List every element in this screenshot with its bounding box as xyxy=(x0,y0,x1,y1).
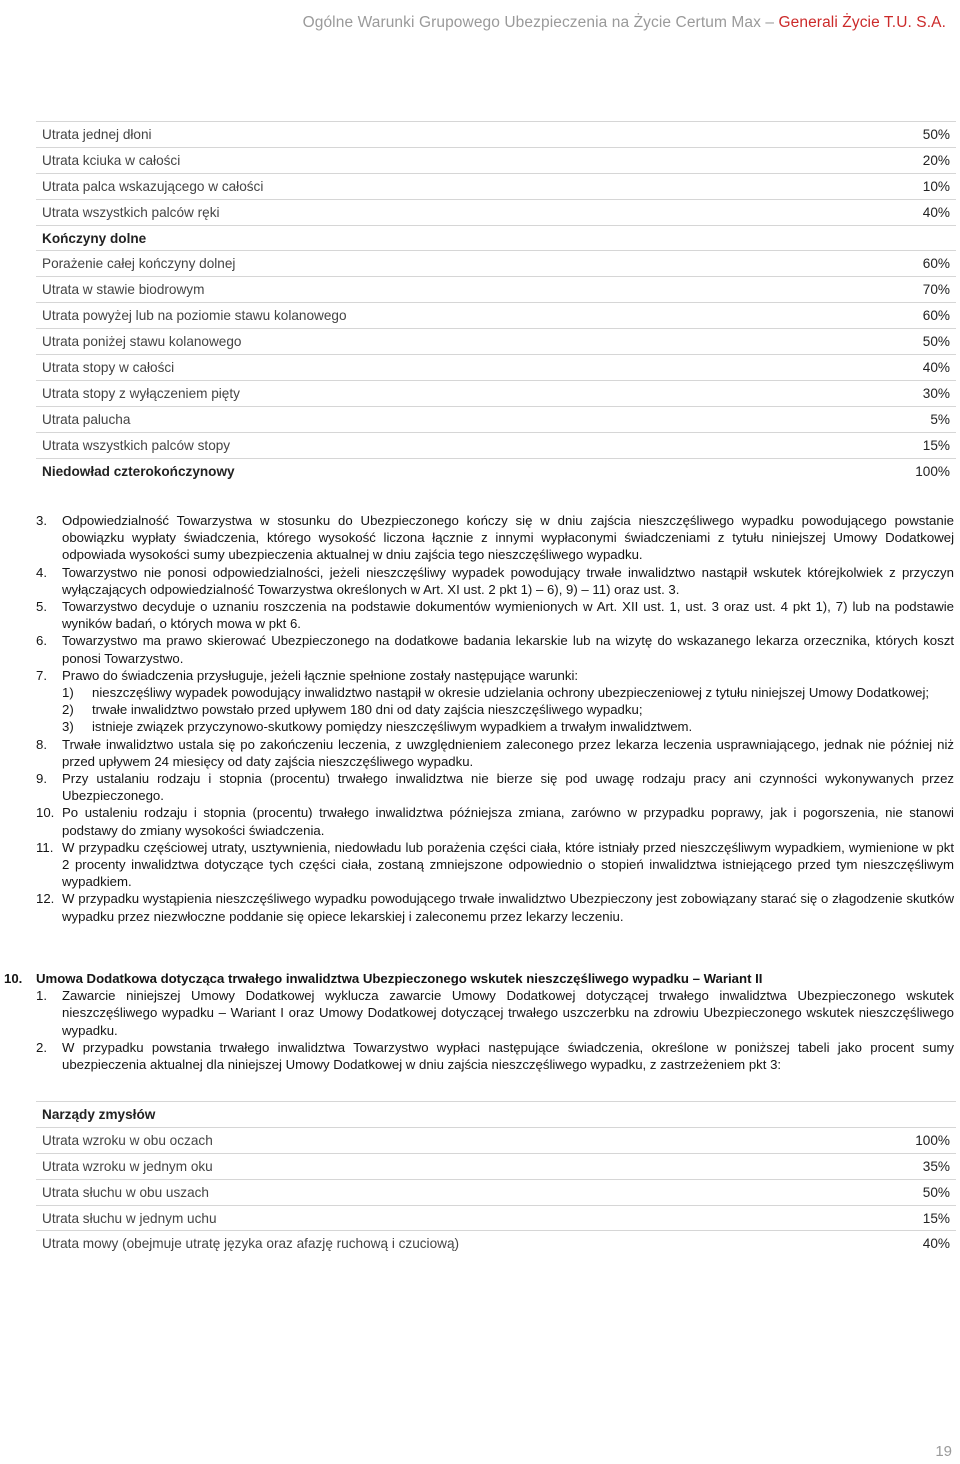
row-label: Utrata powyżej lub na poziomie stawu kolanowego xyxy=(42,308,347,324)
item-text: Towarzystwo ma prawo skierować Ubezpieczonego na dodatkowe badania lekarskie lub na wizytę do wskazanego lekarza orzecznika, których koszt ponosi Towarzystwo. xyxy=(62,633,954,666)
list-item xyxy=(36,1039,954,1073)
item-text: W przypadku wystąpienia nieszczęśliwego wypadku powodującego trwałe inwalidztwo Ubezpieczony jest zobowiązany starać się o złagodzenie skutków wypadku przez niezwłoczne poddanie się opiece lekarskiej i zaleconemu przez lekarzy leczeniu. xyxy=(62,891,954,924)
row-value: 100% xyxy=(915,463,950,479)
item-number: 2. xyxy=(36,1039,47,1055)
sub-item-number: 3) xyxy=(62,719,74,735)
list-item xyxy=(36,632,954,666)
item-number: 1. xyxy=(36,988,47,1004)
row-value: 35% xyxy=(922,1158,950,1174)
row-label: Utrata w stawie biodrowym xyxy=(42,282,205,298)
table-row xyxy=(36,1179,956,1205)
sub-item-text: trwałe inwalidztwo powstało przed upływem 180 dni od daty zajścia nieszczęśliwego wypadku; xyxy=(92,702,643,718)
row-label: Utrata słuchu w jednym uchu xyxy=(42,1210,217,1226)
row-label: Porażenie całej kończyny dolnej xyxy=(42,256,236,272)
row-label: Utrata mowy (obejmuje utratę języka oraz afazję ruchową i czuciową) xyxy=(42,1236,460,1252)
item-text: Towarzystwo nie ponosi odpowiedzialności, jeżeli nieszczęśliwy wypadek powodujący trwałe inwalidztwo nastąpił wskutek którejkolwiek z przyczyn wyłączających odpowiedzialność Towarzystwa określonych w Art. XI ust. 2 pkt 1) – 6), 9) – 11) oraz ust. 3. xyxy=(62,564,954,597)
row-value: 50% xyxy=(922,334,950,350)
row-label: Utrata kciuka w całości xyxy=(42,152,181,168)
table-row xyxy=(36,276,956,302)
sub-item-number: 2) xyxy=(62,702,74,718)
item-number: 3. xyxy=(36,513,47,528)
item-text: Zawarcie niniejszej Umowy Dodatkowej wyklucza zawarcie Umowy Dodatkowej dotyczącej trwałego inwalidztwa Ubezpieczonego wskutek nieszczęśliwego wypadku – Wariant I oraz Umowy Dodatkowej dotyczącej trwałego uszczerbku na zdrowiu Ubezpieczonego wskutek nieszczęśliwego wypadku. xyxy=(62,988,954,1038)
row-value: 50% xyxy=(922,1184,950,1200)
row-label: Utrata stopy w całości xyxy=(42,359,175,375)
table-row xyxy=(36,250,956,276)
item-number: 5. xyxy=(36,599,47,615)
row-value: 10% xyxy=(922,178,950,194)
table-row xyxy=(36,1101,956,1127)
header-title-text: Ogólne Warunki Grupowego Ubezpieczenia na Życie Certum Max – xyxy=(302,14,779,31)
item-number: 9. xyxy=(36,771,47,787)
section-number: 10. xyxy=(4,971,23,986)
list-item xyxy=(36,512,954,564)
item-number: 8. xyxy=(36,736,47,752)
sub-item-number: 1) xyxy=(62,685,74,701)
row-label: Utrata wszystkich palców stopy xyxy=(42,437,231,453)
item-text: Po ustaleniu rodzaju i stopnia (procentu) trwałego inwalidztwa późniejsza zmiana, zarówno w przypadku poprawy, jak i pogorszenia, nie stanowi podstawy do zmiany wysokości świadczenia. xyxy=(62,805,954,838)
list-item xyxy=(36,987,954,1039)
row-label: Utrata słuchu w obu uszach xyxy=(42,1184,209,1200)
row-label: Utrata palucha xyxy=(42,411,131,427)
list-item xyxy=(36,770,954,804)
item-text: Prawo do świadczenia przysługuje, jeżeli łącznie spełnione zostały następujące warunki: xyxy=(62,667,579,683)
row-label: Kończyny dolne xyxy=(42,230,147,246)
table-row xyxy=(36,121,956,147)
row-label: Utrata poniżej stawu kolanowego xyxy=(42,334,242,350)
item-text: Przy ustalaniu rodzaju i stopnia (procentu) trwałego inwalidztwa nie bierze się pod uwagę rodzaju pracy ani czynności wykonywanych przez Ubezpieczonego. xyxy=(62,771,954,804)
table-row xyxy=(36,147,956,173)
row-label: Narządy zmysłów xyxy=(42,1106,156,1122)
row-label: Utrata wzroku w obu oczach xyxy=(42,1132,213,1148)
row-value: 30% xyxy=(922,385,950,401)
item-text: Towarzystwo decyduje o uznaniu roszczenia na podstawie dokumentów wymienionych w Art. XII ust. 1, ust. 3 oraz ust. 4 pkt 1), 7) lub na podstawie wyników badań, o których mowa w pkt 6. xyxy=(62,599,954,632)
list-item xyxy=(36,804,954,838)
table-row xyxy=(36,199,956,225)
sub-item xyxy=(62,684,954,701)
row-label: Utrata jednej dłoni xyxy=(42,126,152,142)
table-row xyxy=(36,173,956,199)
table-row xyxy=(36,380,956,406)
sub-item xyxy=(62,718,954,735)
table-row xyxy=(36,328,956,354)
item-number: 7. xyxy=(36,667,47,683)
item-number: 4. xyxy=(36,564,47,580)
list-item xyxy=(36,667,954,684)
list-item xyxy=(36,839,954,891)
row-value: 40% xyxy=(922,359,950,375)
table-row xyxy=(36,1127,956,1153)
row-value: 60% xyxy=(922,308,950,324)
row-label: Utrata wszystkich palców ręki xyxy=(42,204,220,220)
benefit-table-limbs xyxy=(36,121,956,483)
row-value: 70% xyxy=(922,282,950,298)
item-number: 6. xyxy=(36,633,47,649)
item-text: W przypadku powstania trwałego inwalidztwa Towarzystwo wypłaci następujące świadczenia, określone w poniższej tabeli jako procent sumy ubezpieczenia aktualnej dla niniejszej Umowy Dodatkowej w dniu zajścia nieszczęśliwego wypadku, z zastrzeżeniem pkt 3: xyxy=(62,1039,954,1073)
table-row xyxy=(36,225,956,251)
table-row xyxy=(36,302,956,328)
item-text: W przypadku częściowej utraty, usztywnienia, niedowładu lub porażenia części ciała, które istniały przed nieszczęśliwym wypadkiem, wymienione w pkt 2 procenty inwalidztwa dotyczące tych części ciała, zostaną zmniejszone odpowiednio o stopień inwalidztwa istniejącego przed tym nieszczęśliwym wypadkiem. xyxy=(62,839,954,890)
table-row xyxy=(36,1205,956,1231)
sub-item-text: nieszczęśliwy wypadek powodujący inwalidztwo nastąpił w okresie udzielania ochrony ubezpieczeniowej z tytułu niniejszej Umowy Dodatkowej; xyxy=(92,685,930,701)
row-label: Niedowład czterokończynowy xyxy=(42,463,235,479)
row-value: 60% xyxy=(922,256,950,272)
item-text: Trwałe inwalidztwo ustala się po zakończeniu leczenia, z uwzględnieniem zaleconego przez lekarza leczenia usprawniającego, jednak nie później niż przed upływem 24 miesięcy od daty zajścia nieszczęśliwego wypadku. xyxy=(62,736,954,769)
table-row xyxy=(36,406,956,432)
row-value: 40% xyxy=(922,1236,950,1252)
row-value: 15% xyxy=(922,1210,950,1226)
section-heading xyxy=(4,970,954,987)
row-value: 15% xyxy=(922,437,950,453)
row-value: 50% xyxy=(922,126,950,142)
section-title: Umowa Dodatkowa dotycząca trwałego inwalidztwa Ubezpieczonego wskutek nieszczęśliwego wypadku – Wariant II xyxy=(36,971,763,986)
benefit-table-senses xyxy=(36,1101,956,1256)
table-row xyxy=(36,354,956,380)
section-10 xyxy=(4,970,954,1073)
sub-item xyxy=(62,701,954,718)
row-label: Utrata palca wskazującego w całości xyxy=(42,178,264,194)
list-item xyxy=(36,736,954,770)
row-value: 40% xyxy=(922,204,950,220)
list-item xyxy=(36,564,954,598)
row-label: Utrata wzroku w jednym oku xyxy=(42,1158,213,1174)
row-label: Utrata stopy z wyłączeniem pięty xyxy=(42,385,240,401)
sub-item-text: istnieje związek przyczynowo-skutkowy pomiędzy nieszczęśliwym wypadkiem a trwałym inwalidztwem. xyxy=(92,719,693,735)
row-value: 5% xyxy=(930,411,950,427)
table-row xyxy=(36,1153,956,1179)
item-number: 11. xyxy=(36,839,54,855)
table-row xyxy=(36,1230,956,1256)
section-items xyxy=(36,987,954,1073)
conditions-list xyxy=(36,512,954,925)
row-value: 20% xyxy=(922,152,950,168)
list-item xyxy=(36,890,954,924)
table-row xyxy=(36,458,956,484)
row-value: 100% xyxy=(915,1132,950,1148)
item-number: 12. xyxy=(36,891,55,907)
document-header xyxy=(303,14,946,32)
page-number: 19 xyxy=(935,1443,952,1460)
item-number: 10. xyxy=(36,805,55,821)
item-text: Odpowiedzialność Towarzystwa w stosunku do Ubezpieczonego kończy się w dniu zajścia nieszczęśliwego wypadku powodującego powstanie obowiązku wypłaty świadczenia, którego wysokość liczona łącznie z innymi wypłaconymi świadczeniami z tytułu niniejszej Umowy Dodatkowej odpowiada wysokości sumy ubezpieczenia aktualnej w dniu zajścia tego nieszczęśliwego wypadku. xyxy=(62,513,954,563)
header-brand: Generali Życie T.U. S.A. xyxy=(778,14,946,31)
list-item xyxy=(36,598,954,632)
table-row xyxy=(36,432,956,458)
